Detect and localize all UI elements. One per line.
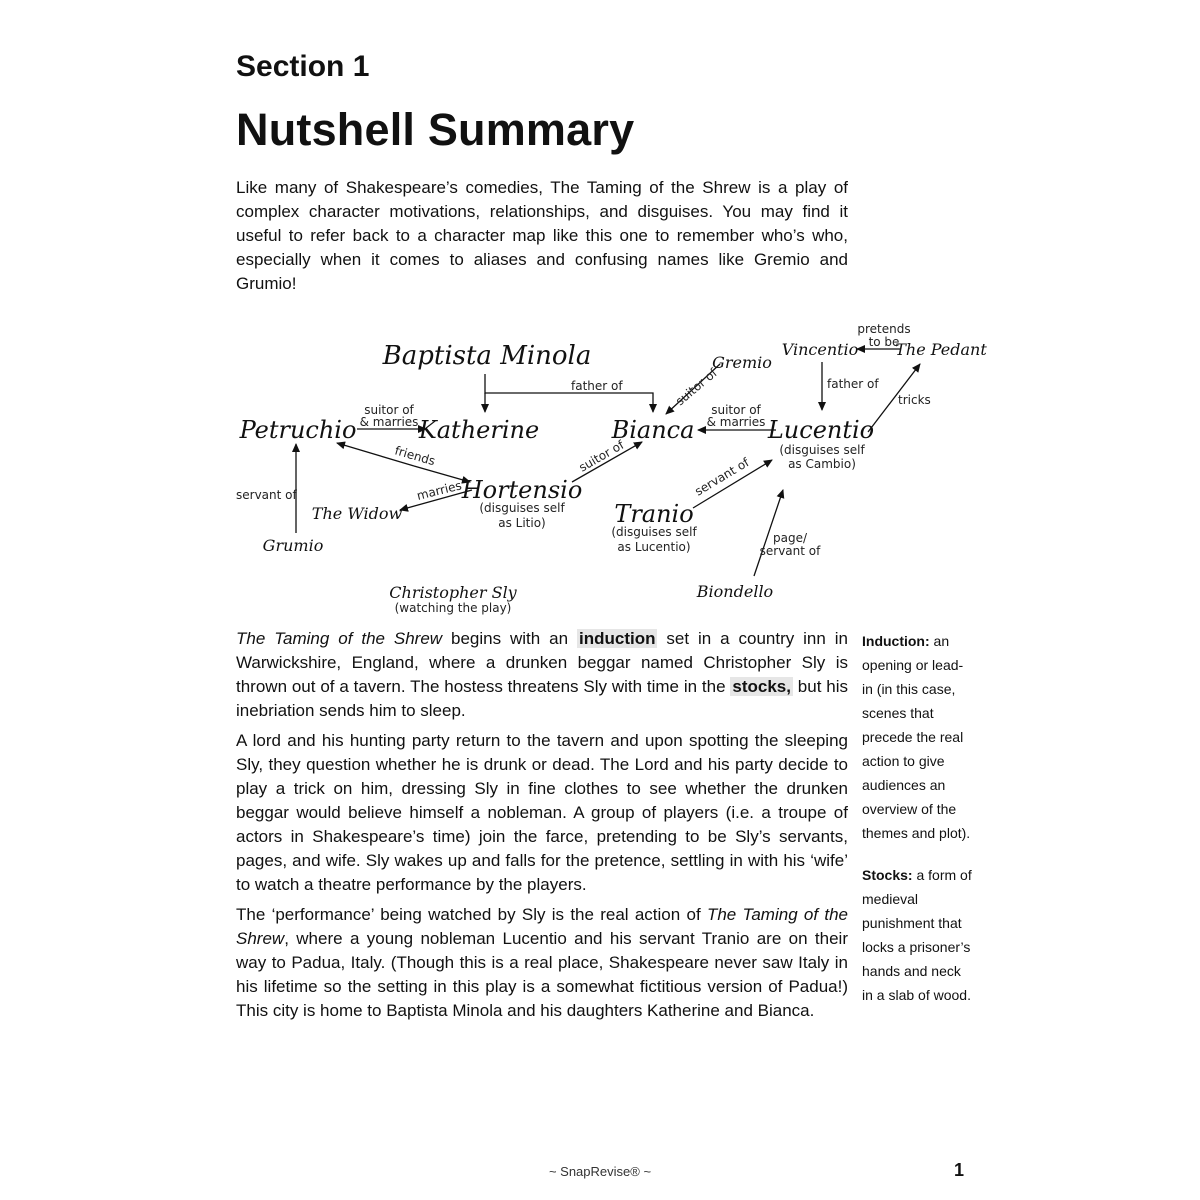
note-hortensio-1: (disguises self — [479, 501, 565, 515]
label-marries-bianca: & marries — [706, 415, 766, 429]
glossary-entry-induction — [862, 629, 974, 845]
name-lucentio: Lucentio — [767, 416, 875, 444]
name-gremio: Gremio — [712, 353, 772, 372]
label-servant-of-biondello: servant of — [759, 544, 821, 558]
page-title: Nutshell Summary — [236, 104, 635, 155]
page-number: 1 — [954, 1160, 965, 1180]
label-servant-of-grumio: servant of — [236, 488, 297, 502]
name-hortensio: Hortensio — [461, 476, 583, 504]
note-lucentio-2: as Cambio) — [788, 457, 856, 471]
intro-paragraph: Like many of Shakespeare’s comedies, The Taming of the Shrew is a play of complex character motivations, relationships, and disguises. You may find it useful to refer back to a character map like this one to remember who’s who, especially when it comes to aliases and confusing names like Gremio and Grumio! — [236, 178, 848, 293]
note-tranio-1: (disguises self — [611, 525, 697, 539]
name-grumio: Grumio — [262, 536, 324, 555]
note-tranio-2: as Lucentio) — [617, 540, 691, 554]
play-title: The Taming of the Shrew — [236, 629, 443, 648]
summary-paragraph-3 — [236, 903, 848, 1023]
summary-body — [236, 627, 848, 1029]
name-bianca: Bianca — [611, 416, 695, 444]
baptista-daughters-bracket — [485, 374, 653, 412]
section-label: Section 1 — [236, 50, 370, 83]
summary-paragraph-1 — [236, 627, 848, 723]
name-pedant: The Pedant — [895, 340, 987, 359]
play-title: The Taming of the Shrew — [236, 905, 849, 948]
label-marries-widow: marries — [415, 478, 464, 503]
name-katherine: Katherine — [418, 416, 540, 444]
term-induction: induction — [578, 629, 656, 648]
text-run: but his inebriation sends him to sleep. — [236, 677, 848, 720]
label-marries-katherine: & marries — [359, 415, 419, 429]
glossary-term: Stocks: — [862, 867, 913, 883]
label-father-of-vincentio: father of — [827, 377, 879, 391]
name-widow: The Widow — [311, 504, 403, 523]
text-run: , where a young nobleman Lucentio and his servant Tranio are on their way to Padua, Italy. (Though this is a real place, Shakespeare never saw Italy in his lifetime so the setting in this play is a somewhat fictitious version of Padua!) This city is home to Baptista Minola and his daughters Katherine and Bianca. — [236, 929, 848, 1020]
label-servant-of-tranio: servant of — [692, 455, 752, 499]
note-hortensio-2: as Litio) — [498, 516, 546, 530]
summary-paragraph-2: A lord and his hunting party return to the tavern and upon spotting the sleeping Sly, they question whether he is drunk or dead. The Lord and his party decide to play a trick on him, dressing Sly in fine clothes to see whether the drunken beggar would believe himself a nobleman. A group of players (i.e. a troupe of actors in Shakespeare’s time) join the farce, pretending to be Sly’s servants, pages, and wife. Sly wakes up and falls for the pretence, settling in with his ‘wife’ to watch a theatre performance by the players. — [236, 731, 848, 894]
glossary-definition: an opening or lead-in (in this case, scenes that precede the real action to give audiences an overview of the themes and plot). — [862, 633, 971, 841]
text-run: begins with an — [442, 629, 577, 648]
label-father-of-baptista: father of — [571, 379, 623, 393]
glossary-entry-stocks — [862, 863, 974, 1007]
label-suitor-of-katherine: suitor of — [364, 403, 414, 417]
label-friends: friends — [393, 443, 437, 469]
name-vincentio: Vincentio — [781, 340, 859, 359]
label-page: page/ — [772, 531, 808, 545]
glossary-sidebar — [862, 629, 974, 1025]
character-map — [220, 316, 1000, 622]
label-pretends: pretends — [857, 322, 911, 336]
name-tranio: Tranio — [614, 500, 694, 528]
name-baptista: Baptista Minola — [382, 341, 592, 371]
name-petruchio: Petruchio — [239, 416, 357, 444]
glossary-definition: a form of medieval punishment that locks a prisoner’s hands and neck in a slab of wood. — [862, 867, 972, 1003]
label-suitor-of-bianca: suitor of — [711, 403, 761, 417]
term-stocks: stocks, — [732, 677, 791, 696]
label-hortensio-suitor: suitor of — [576, 437, 627, 475]
note-sly: (watching the play) — [394, 601, 512, 615]
label-tricks: tricks — [898, 393, 931, 407]
glossary-term: Induction: — [862, 633, 930, 649]
footer-brand: ~ SnapRevise® ~ — [548, 1164, 652, 1179]
name-sly: Christopher Sly — [389, 583, 517, 602]
name-biondello: Biondello — [696, 582, 774, 601]
text-run: The ‘performance’ being watched by Sly is the real action of — [236, 905, 707, 924]
label-gremio-suitor: suitor of — [672, 365, 720, 409]
text-run: set in a country inn in Warwickshire, England, where a drunken beggar named Christopher Sly is thrown out of a tavern. The hostess threatens Sly with time in the — [236, 629, 848, 696]
label-to-be: to be — [868, 335, 900, 349]
note-lucentio-1: (disguises self — [779, 443, 865, 457]
